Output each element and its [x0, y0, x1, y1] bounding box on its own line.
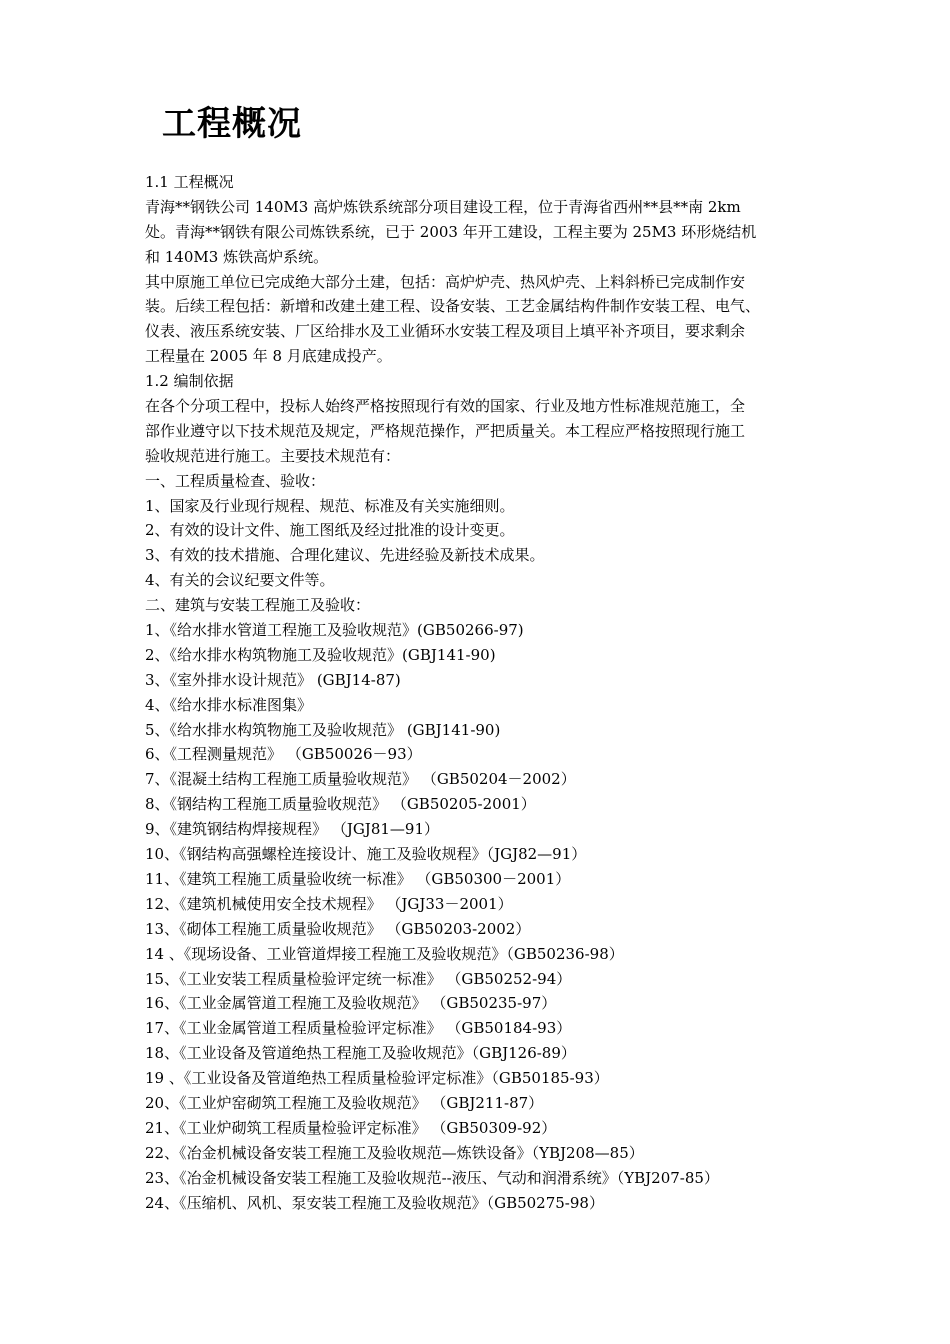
list-item: 3、有效的技术措施、合理化建议、先进经验及新技术成果。: [145, 546, 545, 565]
list-item: 17、《工业金属管道工程质量检验评定标准》 （GB50184-93）: [145, 1019, 572, 1038]
list-item: 19 、《工业设备及管道绝热工程质量检验评定标准》（GB50185-93）: [145, 1069, 609, 1088]
list-item: 4、《给水排水标准图集》: [145, 695, 313, 714]
paragraph-line: 工程量在 2005 年 8 月底建成投产。: [145, 347, 392, 366]
list-item: 5、《给水排水构筑物施工及验收规范》 (GBJ141-90): [145, 720, 501, 739]
list-item: 3、《室外排水设计规范》 (GBJ14-87): [145, 670, 401, 689]
list-item: 16、《工业金属管道工程施工及验收规范》 （GB50235-97）: [145, 994, 557, 1013]
section-heading-1-1: 1.1 工程概况: [145, 173, 234, 191]
list-item: 2、《给水排水构筑物施工及验收规范》(GBJ141-90): [145, 645, 496, 664]
group-heading-quality: 一、工程质量检查、验收：: [145, 471, 326, 490]
paragraph-line: 处。青海**钢铁有限公司炼铁系统，已于 2003 年开工建设，工程主要为 25M3 环形烧结机: [145, 222, 757, 241]
list-item: 9、《建筑钢结构焊接规程》 （JGJ81—91）: [145, 820, 439, 839]
paragraph-line: 和 140M3 炼铁高炉系统。: [145, 247, 329, 266]
list-item: 1、《给水排水管道工程施工及验收规范》(GB50266-97): [145, 621, 524, 640]
paragraph-line: 验收规范进行施工。主要技术规范有：: [145, 446, 401, 465]
list-item: 13、《砌体工程施工质量验收规范》 （GB50203-2002）: [145, 919, 531, 938]
list-item: 2、有效的设计文件、施工图纸及经过批准的设计变更。: [145, 521, 515, 540]
list-item: 24、《压缩机、风机、泵安装工程施工及验收规范》（GB50275-98）: [145, 1193, 604, 1212]
list-item: 11、《建筑工程施工质量验收统一标准》 （GB50300－2001）: [145, 869, 571, 888]
list-item: 12、《建筑机械使用安全技术规程》 （JGJ33－2001）: [145, 894, 513, 913]
paragraph-line: 仪表、液压系统安装、厂区给排水及工业循环水安装工程及项目上填平补齐项目，要求剩余: [145, 322, 746, 341]
list-item: 6、《工程测量规范》 （GB50026－93）: [145, 745, 422, 764]
paragraph-line: 在各个分项工程中，投标人始终严格按照现行有效的国家、行业及地方性标准规范施工，全: [145, 397, 746, 416]
list-item: 23、《冶金机械设备安装工程施工及验收规范--液压、气动和润滑系统》（YBJ207-85）: [145, 1168, 719, 1187]
list-item: 10、《钢结构高强螺栓连接设计、施工及验收规程》（JGJ82—91）: [145, 845, 587, 864]
paragraph-line: 青海**钢铁公司 140M3 高炉炼铁系统部分项目建设工程，位于青海省西州**县**南 2km: [145, 197, 741, 216]
document-body: [145, 170, 810, 1215]
list-item: 1、国家及行业现行规程、规范、标准及有关实施细则。: [145, 496, 515, 515]
group-heading-construction: 二、建筑与安装工程施工及验收：: [145, 596, 371, 615]
list-item: 22、《冶金机械设备安装工程施工及验收规范—炼铁设备》（YBJ208—85）: [145, 1143, 644, 1162]
paragraph-line: 部作业遵守以下技术规范及规定，严格规范操作，严把质量关。本工程应严格按照现行施工: [145, 421, 746, 440]
list-item: 18、《工业设备及管道绝热工程施工及验收规范》（GBJ126-89）: [145, 1044, 576, 1063]
list-item: 15、《工业安装工程质量检验评定统一标准》 （GB50252-94）: [145, 969, 572, 988]
list-item: 20、《工业炉窑砌筑工程施工及验收规范》 （GBJ211-87）: [145, 1093, 544, 1112]
page-title: 工程概况: [162, 104, 302, 144]
section-heading-1-2: 1.2 编制依据: [145, 372, 234, 391]
list-item: 8、《钢结构工程施工质量验收规范》 （GB50205-2001）: [145, 795, 536, 814]
paragraph-line: 其中原施工单位已完成绝大部分土建，包括：高炉炉壳、热风炉壳、上料斜桥已完成制作安: [145, 272, 746, 291]
list-item: 21、《工业炉砌筑工程质量检验评定标准》 （GB50309-92）: [145, 1118, 557, 1137]
list-item: 4、有关的会议纪要文件等。: [145, 571, 335, 590]
list-item: 7、《混凝土结构工程施工质量验收规范》 （GB50204－2002）: [145, 770, 576, 789]
paragraph-line: 装。后续工程包括：新增和改建土建工程、设备安装、工艺金属结构件制作安装工程、电气、: [145, 297, 761, 316]
list-item: 14 、《现场设备、工业管道焊接工程施工及验收规范》（GB50236-98）: [145, 944, 624, 963]
